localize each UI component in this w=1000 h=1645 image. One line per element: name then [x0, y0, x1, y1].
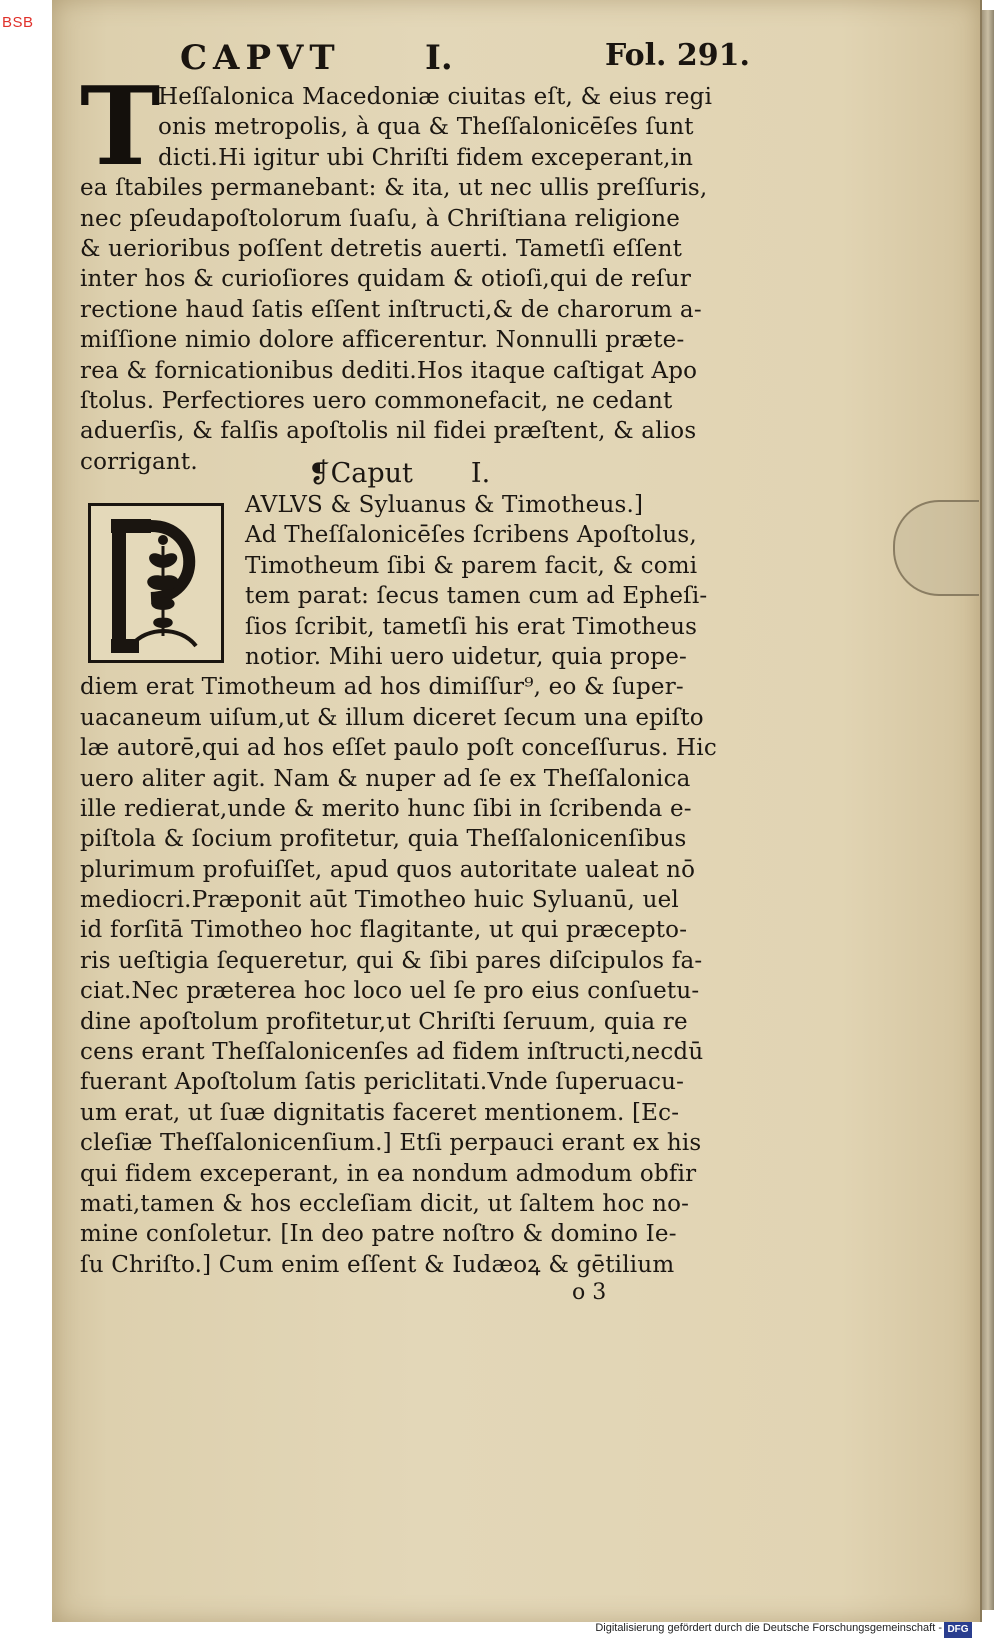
text-line: ſios ſcribit, tametſi his erat Timotheus	[245, 613, 698, 640]
text-line: miſſione nimio dolore afficerentur. Nonnulli præte-	[80, 327, 685, 354]
text-line: cleſiæ Theſſalonicenſium.] Etſi perpauci erant ex his	[80, 1130, 702, 1157]
text-line: rectione haud ſatis eſſent inſtructi,& de charorum a-	[80, 296, 702, 323]
intro-initial: T	[80, 64, 161, 190]
text-line: Heſſalonica Macedoniæ ciuitas eſt, & eius regi	[158, 84, 713, 110]
text-line: ea ſtabiles permanebant: & ita, ut nec ullis preſſuris,	[80, 175, 708, 202]
chapter-heading-label: ❡Caput	[308, 458, 413, 489]
text-line: um erat, ut ſuæ dignitatis faceret mentionem. [Ec-	[80, 1099, 680, 1126]
text-line: piſtola & ſocium profitetur, quia Theſſalonicenſibus	[80, 826, 687, 853]
text-line: corrigant.	[80, 448, 198, 475]
text-line: notior. Mihi uero uidetur, quia prope-	[245, 643, 687, 670]
page-clasp	[893, 500, 979, 596]
running-header	[180, 38, 750, 78]
footer-credit: Digitalisierung gefördert durch die Deutsche Forschungsgemeinschaft -	[595, 1622, 942, 1634]
text-line: onis metropolis, à qua & Theſſalonicēſes ſunt	[158, 114, 694, 141]
header-folio: Fol. 291.	[604, 38, 750, 73]
text-line: mediocri.Præponit aūt Timotheo huic Syluanū, uel	[80, 887, 679, 914]
text-line: cens erant Theſſalonicenſes ad fidem inſtructi,necdū	[80, 1039, 704, 1066]
header-caput: CAPVT	[180, 38, 341, 78]
text-line: ille redierat,unde & merito hunc ſibi in ſcribenda e-	[80, 795, 692, 822]
text-line: tem parat: ſecus tamen cum ad Epheſi-	[245, 583, 708, 610]
text-line: mine conſoletur. [In deo patre noſtro & domino Ie-	[80, 1221, 677, 1248]
text-line: dine apoſtolum profitetur,ut Chriſti ſeruum, quia re	[80, 1008, 688, 1035]
library-mark: BSB	[2, 14, 34, 31]
text-line: Timotheum ſibi & parem facit, & comi	[245, 552, 698, 579]
text-line: aduerſis, & falſis apoſtolis nil fidei præſtent, & alios	[80, 418, 697, 445]
text-line: plurimum profuiſſet, apud quos autoritate ualeat nō	[80, 856, 696, 883]
header-chapter-number: I.	[425, 38, 453, 78]
body-paragraph	[80, 490, 740, 1280]
text-line: uacaneum uiſum,ut & illum diceret ſecum una epiſto	[80, 704, 704, 731]
text-line: nec pſeudapoſtolorum ſuaſu, à Chriſtiana religione	[80, 205, 681, 232]
text-line: qui fidem exceperant, in ea nondum admodum obfir	[80, 1160, 697, 1187]
page-edge	[982, 10, 994, 1610]
chapter-heading-number: I.	[470, 458, 491, 489]
text-line: ſtolus. Perfectiores uero commonefacit, ne cedant	[80, 387, 673, 414]
text-line: id forſitā Timotheo hoc flagitante, ut qui præcepto-	[80, 917, 688, 944]
text-line: AVLVS & Syluanus & Timotheus.]	[245, 492, 644, 518]
text-line: & uerioribus poſſent detretis auerti. Tametſi eſſent	[80, 235, 683, 262]
text-line: mati,tamen & hos eccleſiam dicit, ut ſaltem hoc no-	[80, 1190, 690, 1217]
signature-mark: o 3	[572, 1280, 607, 1305]
text-line: rea & fornicationibus dediti.Hos itaque caſtigat Apo	[80, 357, 698, 384]
text-line: inter hos & curioſiores quidam & otioſi,qui de reſur	[80, 266, 692, 293]
dfg-logo-icon: DFG	[944, 1622, 972, 1638]
chapter-heading	[308, 458, 490, 489]
text-line: uero aliter agit. Nam & nuper ad ſe ex Theſſalonica	[80, 765, 691, 792]
text-line: læ autorē,qui ad hos eſſet paulo poſt conceſſurus. Hic	[80, 735, 717, 762]
intro-paragraph	[80, 64, 740, 477]
text-line: ciat.Nec præterea hoc loco uel ſe pro eius conſuetu-	[80, 978, 700, 1005]
text-line: fuerant Apoſtolum ſatis periclitati.Vnde ſuperuacu-	[80, 1069, 685, 1096]
text-line: ſu Chriſto.] Cum enim eſſent & Iudæoꝝ & gētilium	[80, 1251, 675, 1278]
text-line: dicti.Hi igitur ubi Chriſti fidem exceperant,in	[158, 144, 694, 171]
text-line: diem erat Timotheum ad hos dimiſſur⁹, eo & ſuper-	[80, 674, 684, 701]
text-line: Ad Theſſalonicēſes ſcribens Apoſtolus,	[245, 522, 697, 549]
text-line: ris ueſtigia ſequeretur, qui & ſibi pares diſcipulos fa-	[80, 947, 703, 974]
